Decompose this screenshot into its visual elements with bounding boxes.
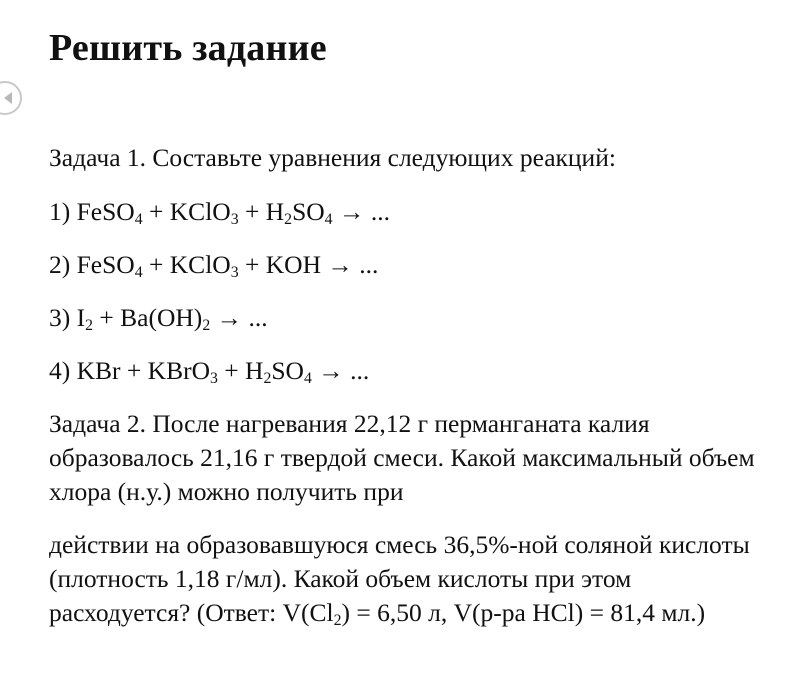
back-button[interactable] (0, 81, 22, 115)
task1-heading: Задача 1. Составьте уравнения следующих реакций: (49, 143, 616, 172)
task2-text-part1: Задача 2. После нагревания 22,12 г перманганата калия образовалось 21,16 г твердой смеси. Какой максимальный объем хлора (н.у.) можно получить при (49, 409, 755, 506)
reaction-3: 3) $I_2 + Ba(OH)_2$ → ... (49, 303, 268, 334)
reaction-4: 4) KBr + KBrO$_3$ + $H_2SO_4$ → ... (49, 356, 370, 387)
triangle-left-icon (3, 91, 13, 105)
reaction-2: 2) FeSO$_4$ + KClO$_3$ + KOH → ... (49, 250, 379, 281)
reaction-1: 1) FeSO$_4$ + KClO$_3$ + $H_2SO_4$ → ... (49, 197, 390, 228)
page-title: Решить задание (49, 27, 327, 69)
task2-text-part2: действии на образовавшуюся смесь 36,5%-ной соляной кислоты (плотность 1,18 г/мл). Какой объем кислоты при этом расходуется? (Ответ: $V(Cl_2) = 6,50$ л, V(р-ра HCl) = 81,4 мл.) (49, 530, 750, 629)
